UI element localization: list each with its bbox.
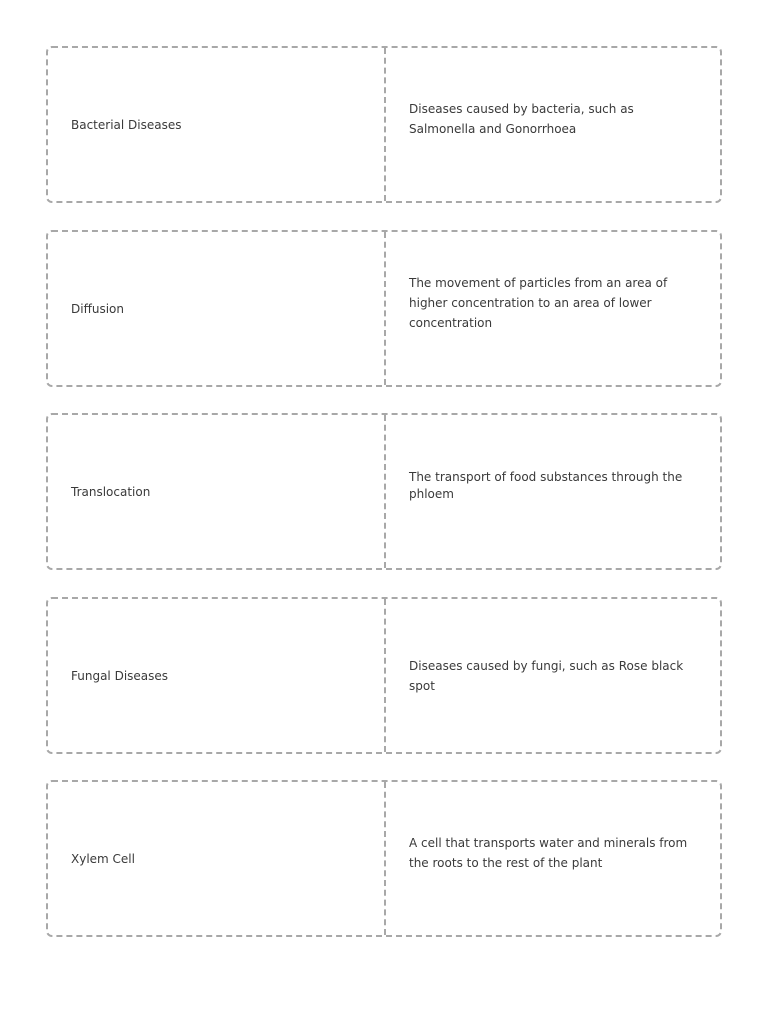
- card-definition: A cell that transports water and minerals from the roots to the rest of the plant: [409, 835, 688, 870]
- card-term: Diffusion: [71, 301, 124, 316]
- card-term-cell: [48, 782, 386, 935]
- card-definition-cell: [386, 599, 720, 752]
- card-definition: The transport of food substances through the phloem: [409, 469, 683, 501]
- card-definition: The movement of particles from an area of higher concentration to an area of lower concentration: [409, 275, 668, 330]
- card-term-cell: [48, 48, 386, 201]
- flashcard: [46, 46, 722, 203]
- card-definition-cell: [386, 782, 720, 935]
- flashcard: [46, 413, 722, 570]
- flashcard: [46, 230, 722, 387]
- card-term-cell: [48, 599, 386, 752]
- card-definition-cell: [386, 415, 720, 568]
- card-term-cell: [48, 415, 386, 568]
- card-term: Bacterial Diseases: [71, 117, 182, 132]
- flashcard: [46, 597, 722, 754]
- card-definition: Diseases caused by fungi, such as Rose black spot: [409, 658, 684, 693]
- card-term: Fungal Diseases: [71, 668, 169, 683]
- card-definition-cell: [386, 48, 720, 201]
- card-definition: Diseases caused by bacteria, such as Salmonella and Gonorrhoea: [409, 101, 634, 136]
- card-term: Translocation: [71, 484, 151, 499]
- flashcard: [46, 780, 722, 937]
- card-definition-cell: [386, 232, 720, 385]
- card-term: Xylem Cell: [71, 851, 135, 866]
- card-term-cell: [48, 232, 386, 385]
